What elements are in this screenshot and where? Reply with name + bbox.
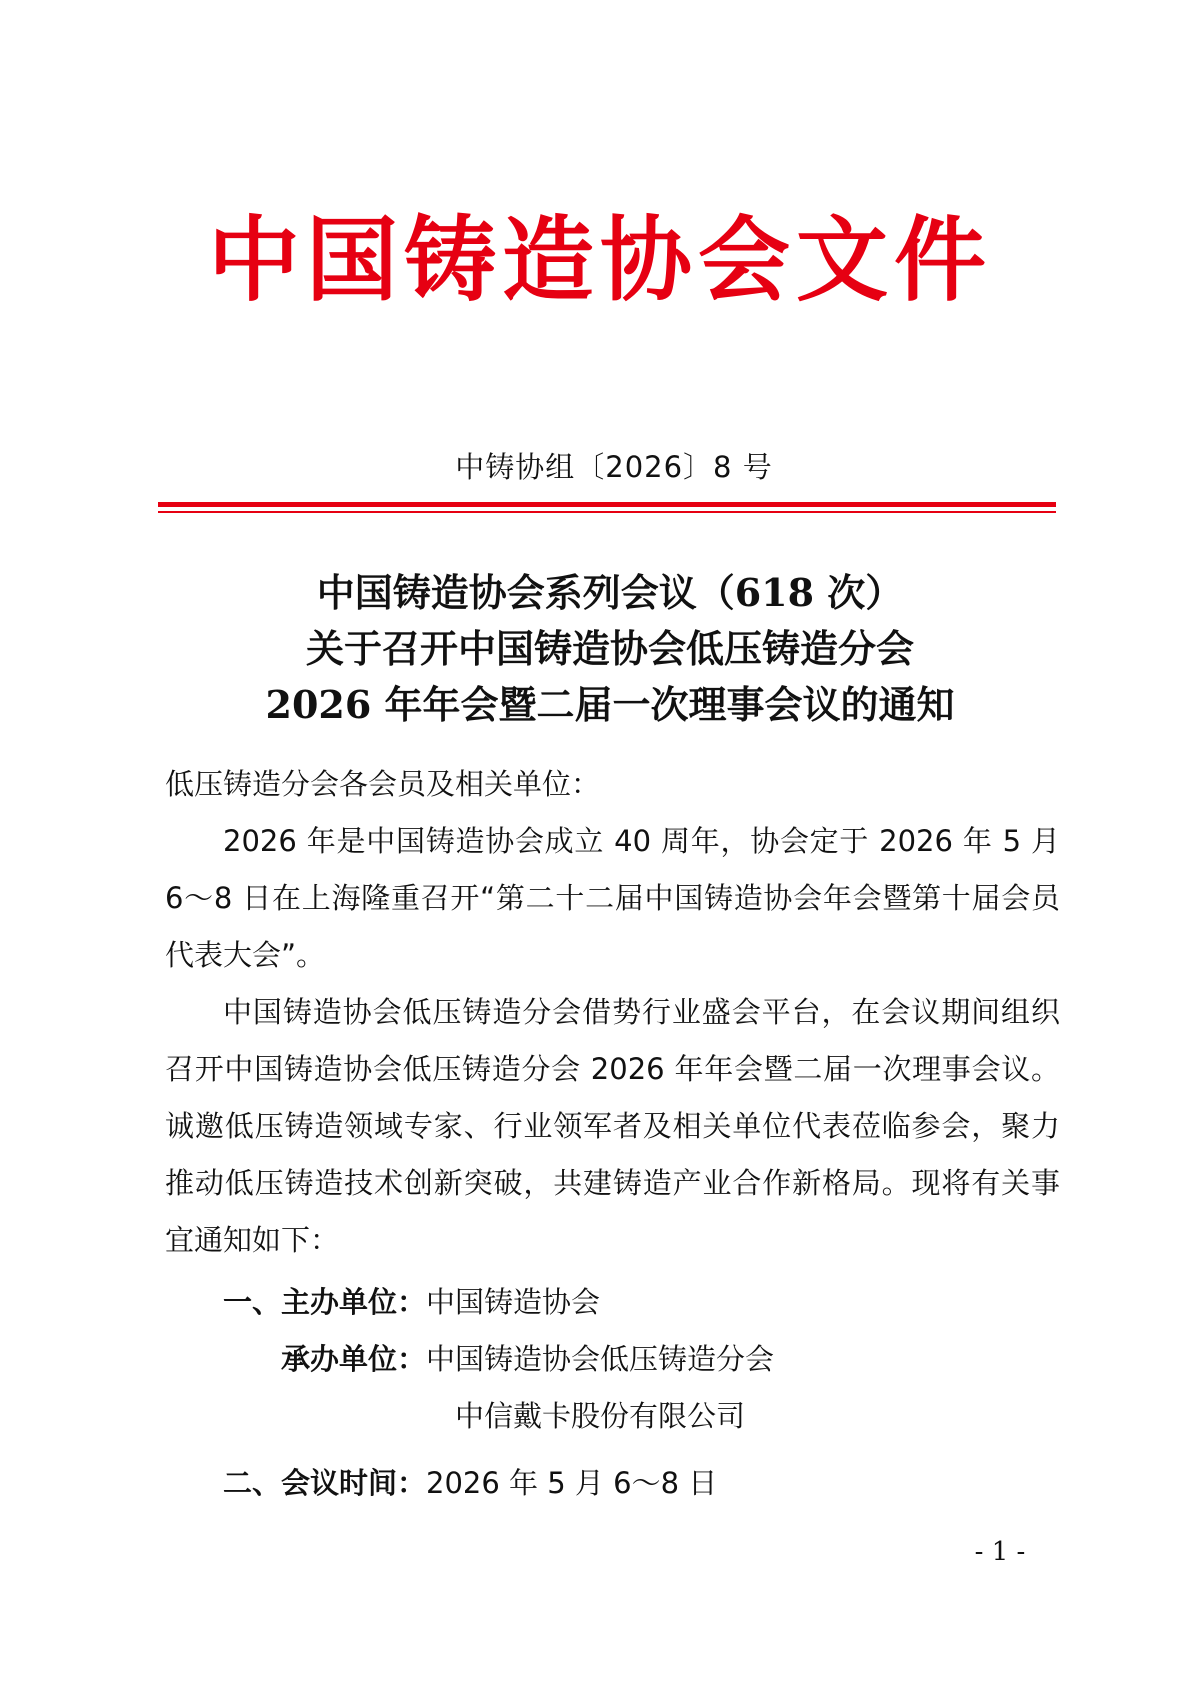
organizer-label: 一、主办单位： [223, 1285, 427, 1319]
section-meeting-time [223, 1455, 717, 1512]
document-masthead: 中国铸造协会文件 [207, 206, 992, 314]
co-organizer-value-2: 中信戴卡股份有限公司 [455, 1399, 746, 1433]
co-organizer-value-1: 中国铸造协会低压铸造分会 [426, 1342, 775, 1376]
body-paragraph: 中国铸造协会低压铸造分会借势行业盛会平台，在会议期间组织召开中国铸造协会低压铸造分会 2026 年年会暨二届一次理事会议。诚邀低压铸造领域专家、行业领军者及相关单位代表莅临参会，聚力推动低压铸造技术创新突破，共建铸造产业合作新格局。现将有关事宜通知如下： [165, 995, 1060, 1257]
meeting-time-value: 2026 年 5 月 6～8 日 [426, 1466, 718, 1500]
red-rule-thin [158, 511, 1056, 513]
section-co-organizer-2 [455, 1388, 745, 1445]
organizer-value: 中国铸造协会 [426, 1285, 601, 1319]
title-line-1: 中国铸造协会系列会议（618 次） [316, 570, 904, 615]
section-organizer [223, 1274, 600, 1331]
title-line-2: 关于召开中国铸造协会低压铸造分会 [305, 626, 914, 671]
document-body [165, 756, 1060, 1269]
title-line-3: 2026 年年会暨二届一次理事会议的通知 [265, 682, 955, 727]
document-title [140, 565, 1080, 733]
red-rule-thick [158, 502, 1056, 507]
salutation: 低压铸造分会各会员及相关单位： [165, 767, 601, 801]
meeting-time-label: 二、会议时间： [223, 1466, 427, 1500]
body-paragraph: 2026 年是中国铸造协会成立 40 周年，协会定于 2026 年 5 月 6～8 日在上海隆重召开“第二十二届中国铸造协会年会暨第十届会员代表大会”。 [165, 824, 1060, 972]
co-organizer-label: 承办单位： [281, 1342, 427, 1376]
section-co-organizer [281, 1331, 774, 1388]
page-number: - 1 - [974, 1537, 1026, 1567]
document-number: 中铸协组〔2026〕8 号 [455, 450, 773, 484]
